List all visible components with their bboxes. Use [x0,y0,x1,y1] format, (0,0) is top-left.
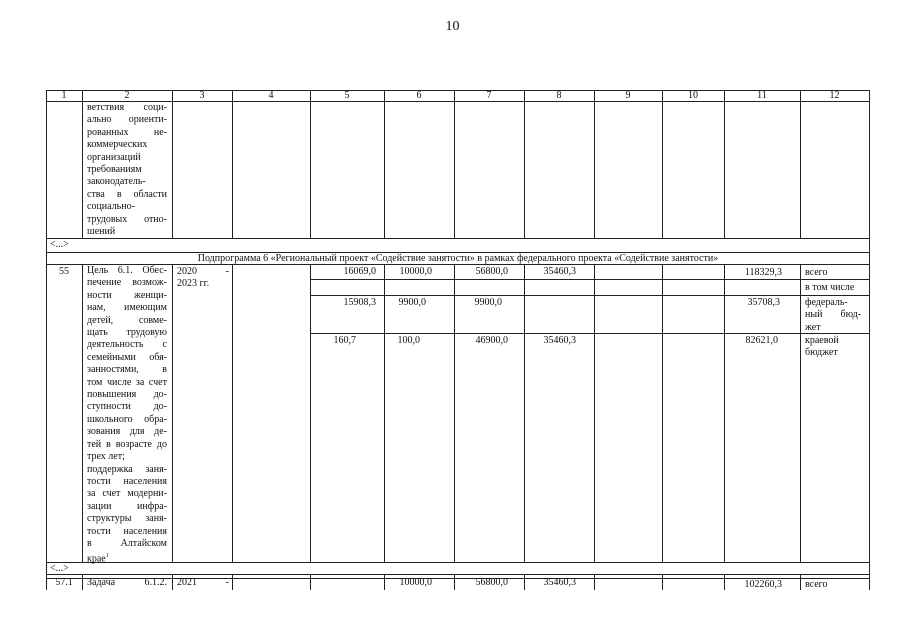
header-cell: 1 [61,90,67,101]
text-line: тости населения [87,475,167,487]
header-cell: 5 [344,90,350,101]
header-cell: 10 [688,90,698,101]
total-col12: всего [805,267,828,278]
federal-col7: 9900,0 [474,297,502,308]
header-cell: 11 [757,90,767,101]
federal-col6: 9900,0 [398,297,426,308]
text-line: ный бюд- [805,309,861,321]
total-col8: 35460,3 [543,266,576,277]
text-line: трудовых отно- [87,213,167,225]
text-line: тости населения [87,525,167,537]
text-line: семейными обя- [87,351,167,363]
text-line: поддержка заня- [87,463,167,475]
task-col11: 102260,3 [744,579,782,590]
text-line: ности женщи- [87,289,167,301]
text-line: ветствия соци- [87,102,167,113]
text-line: структуры заня- [87,513,167,525]
header-cell: 3 [199,90,205,101]
text-line: Цель 6.1. Обес- [87,265,167,276]
text-line: детей, совме- [87,314,167,326]
total-col5: 16069,0 [343,266,376,277]
task-col6: 10000,0 [399,577,432,588]
text-line: тей в возрасте до [87,438,167,450]
text-line: зования для де- [87,426,167,438]
text-line: коммерческих [87,139,148,151]
regional-col5: 160,7 [333,335,356,346]
text-line: жет [805,321,821,333]
federal-col11: 35708,3 [747,297,780,308]
years-line: 2023 гг. [177,278,210,289]
text-line: ально ориенти- [87,114,167,126]
text-line: трех лет; [87,451,125,463]
text-line: рованных не- [87,126,167,138]
text-line: федераль- [805,297,848,308]
text-line: законодатель- [87,176,146,188]
years-line: 2020 - [177,266,229,277]
federal-col5: 15908,3 [343,297,376,308]
text-line: ступности до- [87,401,167,413]
total-col11: 118329,3 [744,267,782,278]
text-line: ства в области [87,188,167,200]
text-line: щать трудовую [87,327,167,339]
text-line: крае [87,553,106,565]
page-number: 10 [445,19,460,34]
ellipsis-marker: <...> [50,239,69,250]
text-line: социально- [87,201,135,213]
goal-description [87,265,167,566]
text-line: за счет модерни- [87,488,167,500]
header-cell: 9 [625,90,631,101]
subprogram-title: Подпрограмма 6 «Региональный проект «Содействие занятости» в рамках федерального проекта «Содействие занятости» [197,253,719,264]
continued-row-text [87,102,167,238]
text-line: занностями, в [87,364,167,376]
row-number: 57.1 [55,577,73,588]
text-line: деятельность с [87,339,167,351]
text-line: организаций [87,151,141,163]
including-label: в том числе [805,282,855,293]
row-number: 55 [59,266,69,277]
task-col12: всего [805,579,828,590]
regional-col11: 82621,0 [745,335,778,346]
header-cell: 4 [268,90,274,101]
ellipsis-marker: <...> [50,563,69,574]
text-line: том числе за счет [87,376,167,388]
text-line: краевой [805,335,839,346]
regional-col7: 46900,0 [475,335,508,346]
text-line: в Алтайском [87,537,167,549]
header-cell: 7 [486,90,492,101]
footnote-mark: 1 [105,553,109,560]
regional-col8: 35460,3 [543,335,576,346]
regional-col12 [805,335,861,360]
task-name: Задача 6.1.2. [87,577,167,588]
task-col8: 35460,3 [543,577,576,588]
total-col7: 56800,0 [475,266,508,277]
text-line: школьного обра- [87,413,167,425]
header-cell: 8 [556,90,562,101]
federal-col12 [805,297,861,334]
header-cell: 2 [124,90,130,101]
task-col7: 56800,0 [475,577,508,588]
text-line: зации инфра- [87,500,167,512]
header-cell: 12 [829,90,840,101]
text-line: шений [87,226,116,238]
total-col6: 10000,0 [399,266,432,277]
text-line: нам, имеющим [87,302,167,314]
text-line: повышения до- [87,389,167,401]
text-line: печение возмож- [87,277,167,289]
text-line: требованиям [87,164,142,176]
text-line: бюджет [805,347,838,359]
regional-col6: 100,0 [397,335,420,346]
years-line: 2021 - [177,577,229,588]
header-cell: 6 [416,90,422,101]
